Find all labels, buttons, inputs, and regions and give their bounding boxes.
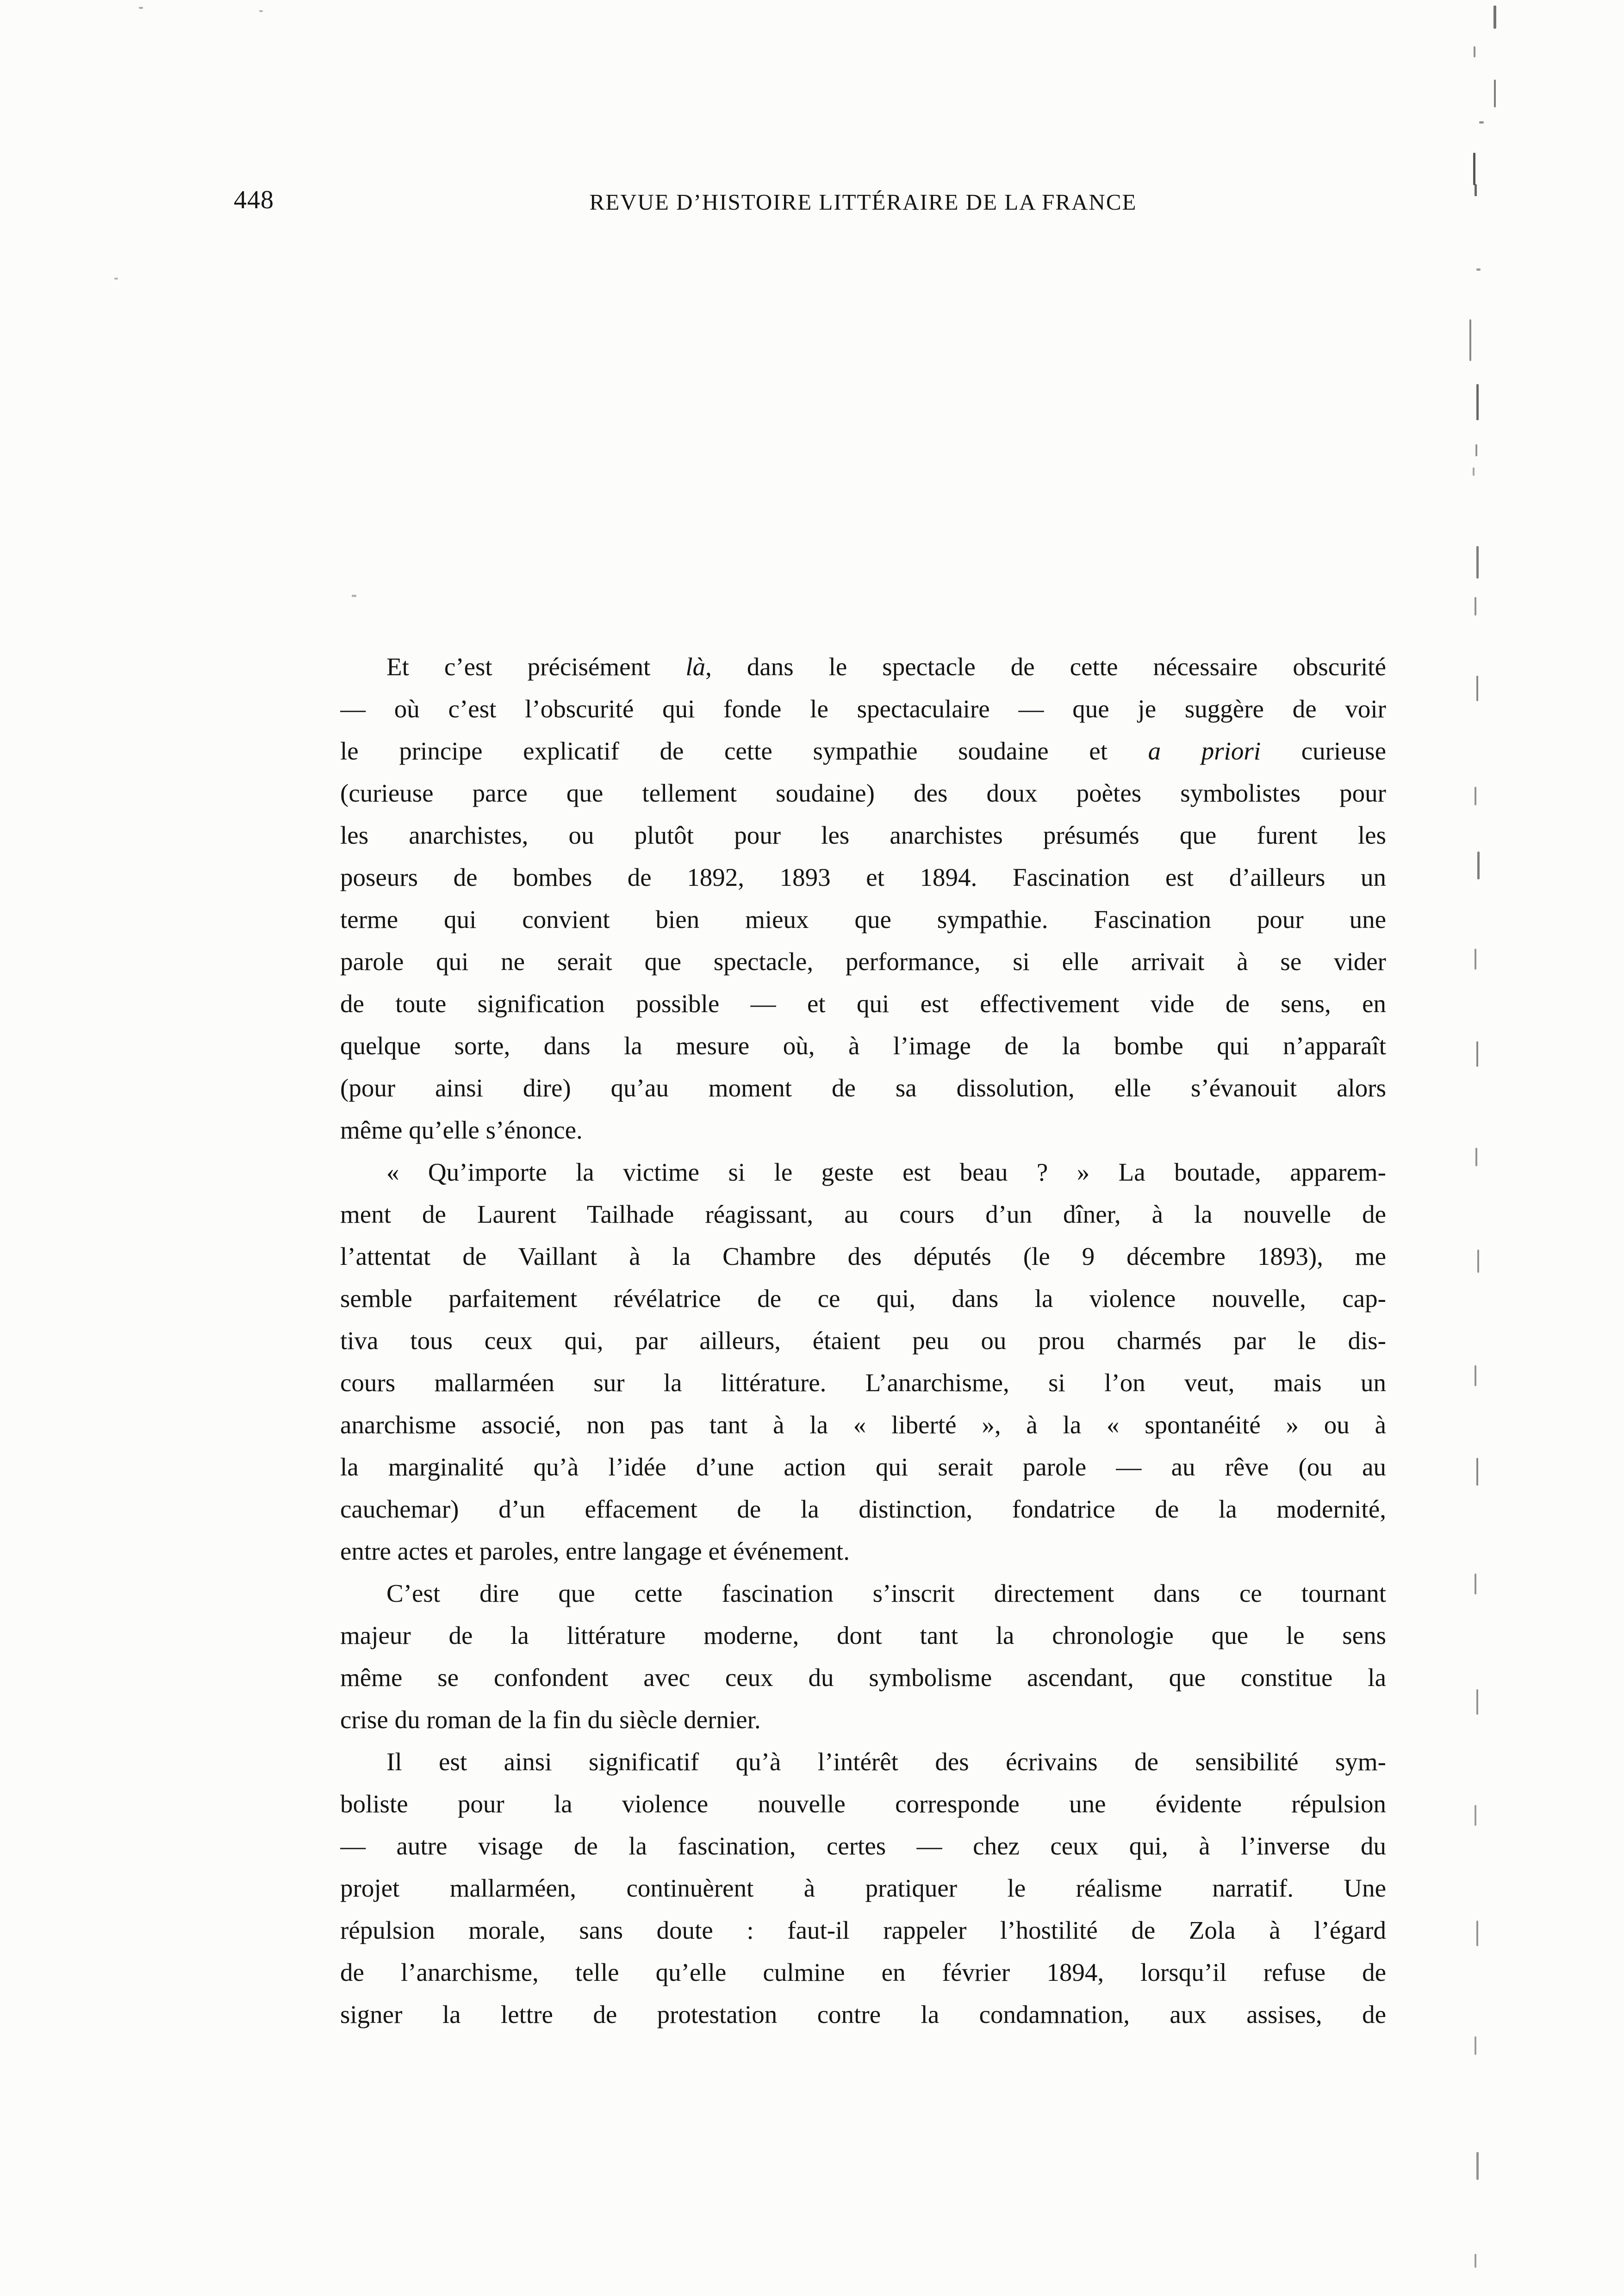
scan-artifact [1476,1689,1478,1715]
text-line [340,1404,1386,1446]
text-segment: les anarchistes, ou plutôt pour les anarchistes présumés que furent les [340,821,1386,849]
scan-artifact [1473,467,1475,476]
text-line [340,1867,1386,1909]
text-segment: Et c’est précisément [386,653,686,681]
scan-artifact [1474,46,1475,57]
text-segment: C’est dire que cette fascination s’inscrit directement dans ce tournant [386,1579,1386,1607]
scan-artifact [259,10,263,12]
text-segment: Il est ainsi significatif qu’à l’intérêt des écrivains de sensibilité sym- [386,1748,1386,1776]
text-segment: « Qu’importe la victime si le geste est beau ? » La boutade, apparem- [386,1158,1386,1186]
text-line [340,1699,1386,1741]
text-segment: parole qui ne serait que spectacle, performance, si elle arrivait à se vider [340,947,1386,976]
text-segment: de l’anarchisme, telle qu’elle culmine en février 1894, lorsqu’il refuse de [340,1958,1386,1986]
scan-artifact [1475,1365,1476,1386]
scan-artifact [1475,787,1476,805]
scan-artifact [1475,949,1476,970]
text-line [340,1277,1386,1319]
text-line [340,1741,1386,1783]
text-line [340,1025,1386,1067]
scan-artifact [1476,268,1481,271]
scan-artifact [1475,1148,1477,1166]
scan-artifact [1479,121,1484,124]
text-line [340,1488,1386,1530]
scan-artifact [1476,384,1479,420]
text-segment: signer la lettre de protestation contre la condamnation, aux assises, de [340,2000,1386,2028]
text-segment: même se confondent avec ceux du symbolisme ascendant, que constitue la [340,1663,1386,1692]
text-line [340,1151,1386,1193]
text-segment: (curieuse parce que tellement soudaine) des doux poètes symbolistes pour [340,779,1386,807]
text-segment: répulsion morale, sans doute : faut-il rappeler l’hostilité de Zola à l’égard [340,1916,1386,1944]
text-line [340,1362,1386,1404]
scan-artifact [1475,597,1476,616]
scan-artifact [1477,1250,1479,1273]
text-line [340,1530,1386,1572]
text-line [340,1067,1386,1109]
text-line [340,856,1386,898]
text-segment: , dans le spectacle de cette nécessaire obscurité [705,653,1386,681]
text-segment: (pour ainsi dire) qu’au moment de sa dissolution, elle s’évanouit alors [340,1074,1386,1102]
text-line [340,730,1386,772]
text-line [340,1951,1386,1993]
text-line [340,898,1386,940]
text-line [340,1572,1386,1614]
scan-artifact [114,278,118,280]
page-number: 448 [234,186,274,214]
text-segment: l’attentat de Vaillant à la Chambre des députés (le 9 décembre 1893), me [340,1242,1386,1270]
scan-artifact [1473,153,1475,185]
text-segment: cours mallarméen sur la littérature. L’anarchisme, si l’on veut, mais un [340,1369,1386,1397]
scan-artifact [1469,319,1471,361]
text-segment: poseurs de bombes de 1892, 1893 et 1894. Fascination est d’ailleurs un [340,863,1386,891]
text-line [340,1319,1386,1362]
scan-artifact [1493,6,1496,29]
text-segment: curieuse [1261,737,1386,765]
text-segment: tiva tous ceux qui, par ailleurs, étaient peu ou prou charmés par le dis- [340,1326,1386,1355]
text-line [340,983,1386,1025]
text-segment: cauchemar) d’un effacement de la distinction, fondatrice de la modernité, [340,1495,1386,1523]
text-line [340,1193,1386,1235]
text-line [340,1783,1386,1825]
text-segment: quelque sorte, dans la mesure où, à l’image de la bombe qui n’apparaît [340,1032,1386,1060]
scan-artifact [1476,1458,1478,1486]
scan-artifact [1476,676,1478,701]
text-line [340,1909,1386,1951]
scan-artifact [1475,184,1477,196]
text-segment: ment de Laurent Tailhade réagissant, au cours d’un dîner, à la nouvelle de [340,1200,1386,1228]
scan-artifact [1475,1805,1476,1826]
text-line [340,1109,1386,1151]
running-header: REVUE D’HISTOIRE LITTÉRAIRE DE LA FRANCE [589,189,1137,215]
text-segment: de toute signification possible — et qui est effectivement vide de sens, en [340,989,1386,1018]
scan-artifact [1475,1574,1476,1594]
scan-artifact [139,7,143,9]
text-line [340,814,1386,856]
text-segment: — autre visage de la fascination, certes — chez ceux qui, à l’inverse du [340,1832,1386,1860]
scan-artifact [1475,2254,1476,2268]
text-segment: entre actes et paroles, entre langage et événement. [340,1537,850,1565]
text-segment: boliste pour la violence nouvelle corresponde une évidente répulsion [340,1790,1386,1818]
scan-artifact [1475,2036,1476,2055]
scan-artifact [1476,546,1479,579]
text-segment: anarchisme associé, non pas tant à la « liberté », à la « spontanéité » ou à [340,1411,1386,1439]
scan-artifact [1477,852,1480,879]
scan-artifact [1476,2152,1479,2180]
text-line [340,688,1386,730]
text-line [340,940,1386,983]
text-line [340,1825,1386,1867]
text-segment: semble parfaitement révélatrice de ce qui, dans la violence nouvelle, cap- [340,1284,1386,1313]
italic-text-segment: là [685,653,706,681]
text-line [340,1235,1386,1277]
scan-artifact [1494,80,1496,107]
text-segment: projet mallarméen, continuèrent à pratiquer le réalisme narratif. Une [340,1874,1386,1902]
text-line [340,1656,1386,1699]
text-segment: terme qui convient bien mieux que sympathie. Fascination pour une [340,905,1386,933]
scan-artifact [352,595,356,597]
text-segment: la marginalité qu’à l’idée d’une action qui serait parole — au rêve (ou au [340,1453,1386,1481]
text-segment: majeur de la littérature moderne, dont tant la chronologie que le sens [340,1621,1386,1649]
text-line [340,646,1386,688]
text-segment: même qu’elle s’énonce. [340,1116,583,1144]
scan-artifact [1475,444,1477,456]
italic-text-segment: a priori [1148,737,1261,765]
text-segment: — où c’est l’obscurité qui fonde le spectaculaire — que je suggère de voir [340,695,1386,723]
text-segment: le principe explicatif de cette sympathie soudaine et [340,737,1148,765]
scan-artifact [1476,1041,1478,1067]
text-line [340,1446,1386,1488]
text-block [340,646,1386,2035]
text-line [340,1614,1386,1656]
text-line [340,1993,1386,2035]
scan-artifact [1476,1921,1478,1946]
text-segment: crise du roman de la fin du siècle dernier. [340,1705,761,1734]
text-line [340,772,1386,814]
